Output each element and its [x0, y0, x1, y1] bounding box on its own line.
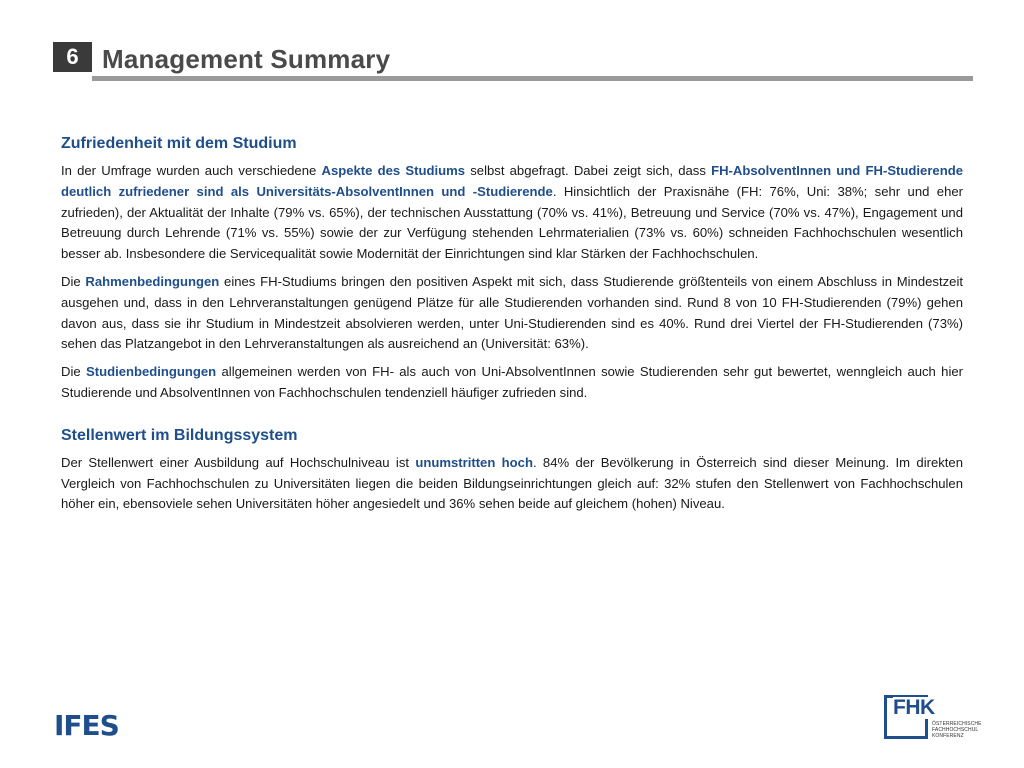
section-heading-satisfaction: Zufriedenheit mit dem Studium	[61, 135, 297, 152]
paragraph-aspects	[61, 161, 963, 265]
text-run: In der Umfrage wurden auch verschiedene	[61, 163, 322, 178]
text-run: Die	[61, 273, 86, 289]
text-run: eines FH-Studiums bringen den positiven Aspekt mit sich, dass Studierende größtenteils von einem Abschluss in Mindestzeit ausgehen und, dass in den Lehrveranstaltungen genügend Plätze für alle Studierenden vorhanden sind. Rund 8 von 10 FH-Studierenden (79%) gehen davon aus, dass sie ihr Studium in Mindestzeit absolvieren werden, unter Uni-Studierenden sind es 40%. Rund drei Viertel der FH-Studierenden (73%) sehen das Platzangebot in den Lehrveranstaltungen als ausreichend an (Universität: 63%).	[61, 273, 963, 352]
ifes-logo: IFES	[54, 709, 119, 742]
summary-content	[61, 133, 963, 522]
highlight-framework: Rahmenbedingungen	[85, 273, 220, 289]
fhk-subtitle-line: ÖSTERREICHISCHE	[932, 721, 982, 727]
highlight-fh-comparison: FH-AbsolventInnen und FH-Studierende deutlich zufriedener sind als Universitäts-AbsolventInnen und -Studierende	[61, 163, 963, 199]
text-run: . 84% der Bevölkerung in Österreich sind dieser Meinung. Im direkten Vergleich von Fachhochschulen zu Universitäten liegen die beiden Bildungseinrichtungen gleich auf: 32% stufen den Stellenwert von Fachhochschulen höher ein, ebensoviele sehen Universitäten höher angesiedelt und 36% sehen beide auf gleichem (hohen) Niveau.	[61, 454, 963, 512]
fhk-logo-subtitle	[932, 721, 982, 739]
fhk-logo	[884, 695, 980, 745]
text-run: Die	[61, 364, 86, 380]
paragraph-significance	[61, 453, 963, 515]
text-run: Der Stellenwert einer Ausbildung auf Hochschulniveau ist	[61, 454, 416, 470]
title-divider	[92, 76, 973, 81]
paragraph-framework	[61, 272, 963, 355]
fhk-subtitle-line: FACHHOCHSCHUL	[932, 727, 979, 733]
paragraph-study-conditions	[61, 362, 963, 404]
fhk-subtitle-line: KONFERENZ	[932, 733, 964, 739]
text-run: . Hinsichtlich der Praxisnähe (FH: 76%, Uni: 38%; sehr und eher zufrieden), der Aktualität der Inhalte (79% vs. 65%), der technischen Ausstattung (70% vs. 41%), Betreuung und Service (70% vs. 47%), Engagement und Betreuung durch Lehrende (71% vs. 55%) sowie der zur Verfügung stehenden Lehrmaterialien (73% vs. 60%) schneiden Fachhochschulen wesentlich besser ab. Insbesondere die Servicequalität sowie Modernität der Einrichtungen sind klar Stärken der Fachhochschulen.	[61, 183, 963, 262]
highlight-undisputed: unumstritten hoch	[415, 454, 533, 470]
highlight-aspects: Aspekte des Studiums	[321, 163, 466, 178]
fhk-logo-letters: FHK	[893, 696, 935, 719]
text-run: selbst abgefragt. Dabei zeigt sich, dass	[465, 163, 712, 178]
slide-header	[53, 42, 973, 84]
section-heading-significance: Stellenwert im Bildungssystem	[61, 426, 298, 444]
highlight-study-conditions: Studienbedingungen	[85, 364, 217, 380]
text-run: allgemeinen werden von FH- als auch von Uni-AbsolventInnen sowie Studierenden sehr gut bewertet, wenngleich auch hier Studierende und AbsolventInnen von Fachhochschulen tendenziell häufiger zufrieden sind.	[61, 364, 963, 400]
page-title: Management Summary	[102, 44, 391, 74]
section-number-badge: 6	[53, 42, 92, 72]
